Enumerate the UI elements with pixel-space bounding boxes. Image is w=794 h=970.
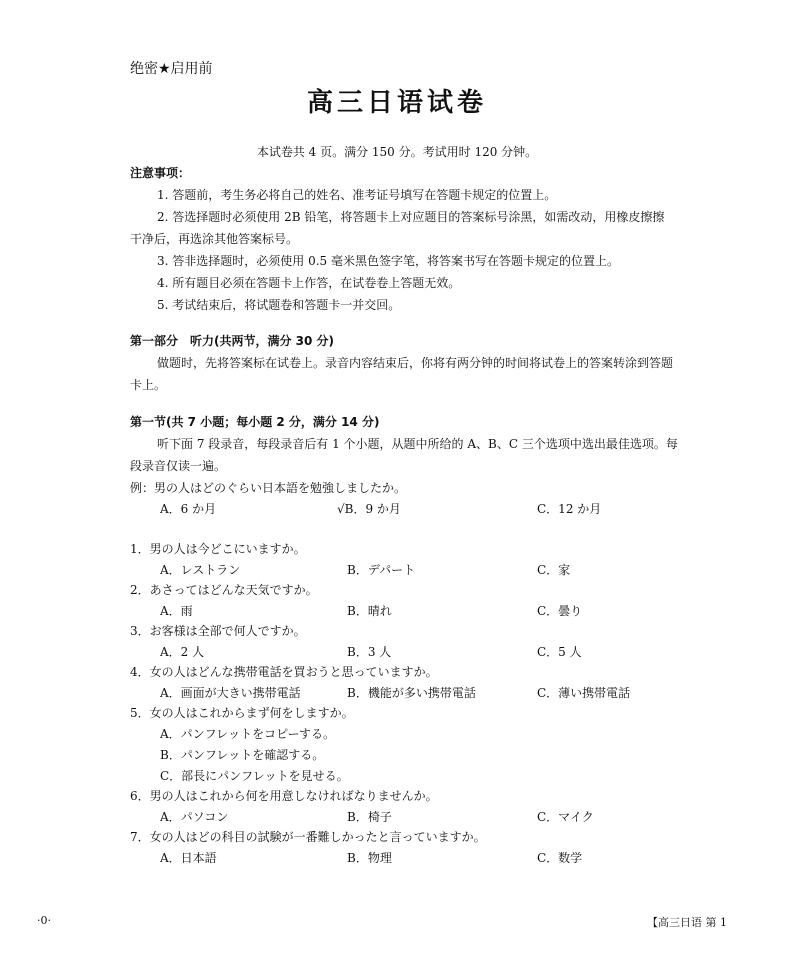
notice-heading: 注意事项： bbox=[130, 166, 191, 180]
option-b: B．デパート bbox=[347, 563, 416, 577]
exam-info: 本试卷共 4 页。满分 150 分。考试用时 120 分钟。 bbox=[256, 145, 538, 159]
option-b: B．晴れ bbox=[347, 604, 392, 618]
option-c: C．薄い携帯電話 bbox=[537, 686, 631, 700]
option-c: C．マイク bbox=[537, 810, 594, 824]
option-b: B．パンフレットを確認する。 bbox=[160, 748, 325, 762]
page-marker-left: ·0· bbox=[37, 914, 51, 927]
section1-heading: 第一节(共 7 小题；每小题 2 分，满分 14 分) bbox=[130, 415, 380, 429]
question-4: 4．女の人はどんな携帯電話を買おうと思っていますか。 bbox=[130, 665, 438, 679]
option-b: B．機能が多い携帯電話 bbox=[347, 686, 476, 700]
example-option-b: √B．9 か月 bbox=[337, 502, 401, 516]
question-7: 7．女の人はどの科目の試験が一番難しかったと言っていますか。 bbox=[130, 830, 486, 844]
notice-item: 5. 考试结束后，将试题卷和答题卡一并交回。 bbox=[157, 298, 401, 312]
option-a: A．日本語 bbox=[160, 851, 217, 865]
option-a: A．パンフレットをコピーする。 bbox=[160, 727, 335, 741]
option-a: A．2 人 bbox=[160, 645, 205, 659]
option-c: C．家 bbox=[537, 563, 571, 577]
notice-item: 干净后，再选涂其他答案标号。 bbox=[130, 232, 299, 246]
example-option-c: C．12 か月 bbox=[537, 502, 602, 516]
notice-item: 3. 答非选择题时，必须使用 0.5 毫米黑色签字笔，将答案书写在答题卡规定的位置上。 bbox=[157, 254, 619, 268]
question-6: 6．男の人はこれから何を用意しなければなりませんか。 bbox=[130, 789, 438, 803]
option-a: A．パソコン bbox=[160, 810, 229, 824]
part1-desc: 做题时，先将答案标在试卷上。录音内容结束后，你将有两分钟的时间将试卷上的答案转涂到答题 bbox=[157, 356, 674, 370]
question-3: 3．お客様は全部で何人ですか。 bbox=[130, 624, 306, 638]
part1-heading: 第一部分 听力(共两节，满分 30 分) bbox=[130, 334, 335, 348]
section1-desc: 段录音仅读一遍。 bbox=[130, 459, 227, 473]
option-c: C．数学 bbox=[537, 851, 583, 865]
option-a: A．レストラン bbox=[160, 563, 241, 577]
exam-title: 高三日语试卷 bbox=[306, 88, 487, 118]
option-b: B．物理 bbox=[347, 851, 392, 865]
notice-item: 2. 答选择题时必须使用 2B 铅笔，将答题卡上对应题目的答案标号涂黑，如需改动，用橡皮擦擦 bbox=[157, 210, 665, 224]
option-c: C．曇り bbox=[537, 604, 583, 618]
option-a: A．画面が大きい携帯電話 bbox=[160, 686, 301, 700]
option-b: B．3 人 bbox=[347, 645, 392, 659]
option-c: C．部長にパンフレットを見せる。 bbox=[160, 769, 349, 783]
notice-item: 1. 答题前，考生务必将自己的姓名、准考证号填写在答题卡规定的位置上。 bbox=[157, 188, 557, 202]
page-footer: 【高三日语 第 1 bbox=[647, 916, 727, 929]
example-question: 例：男の人はどのぐらい日本語を勉強しましたか。 bbox=[130, 481, 407, 495]
example-option-a: A．6 か月 bbox=[160, 502, 217, 516]
notice-item: 4. 所有题目必须在答题卡上作答，在试卷卷上答题无效。 bbox=[157, 276, 461, 290]
part1-desc: 卡上。 bbox=[130, 378, 167, 392]
option-a: A．雨 bbox=[160, 604, 193, 618]
section1-desc: 听下面 7 段录音，每段录音后有 1 个小题，从题中所给的 A、B、C 三个选项中选出最佳选项。每 bbox=[157, 437, 678, 451]
option-c: C．5 人 bbox=[537, 645, 582, 659]
option-b: B．椅子 bbox=[347, 810, 392, 824]
question-2: 2．あさってはどんな天気ですか。 bbox=[130, 583, 318, 597]
secret-label: 绝密★启用前 bbox=[130, 61, 213, 77]
question-5: 5．女の人はこれからまず何をしますか。 bbox=[130, 706, 354, 720]
question-1: 1．男の人は今どこにいますか。 bbox=[130, 542, 306, 556]
